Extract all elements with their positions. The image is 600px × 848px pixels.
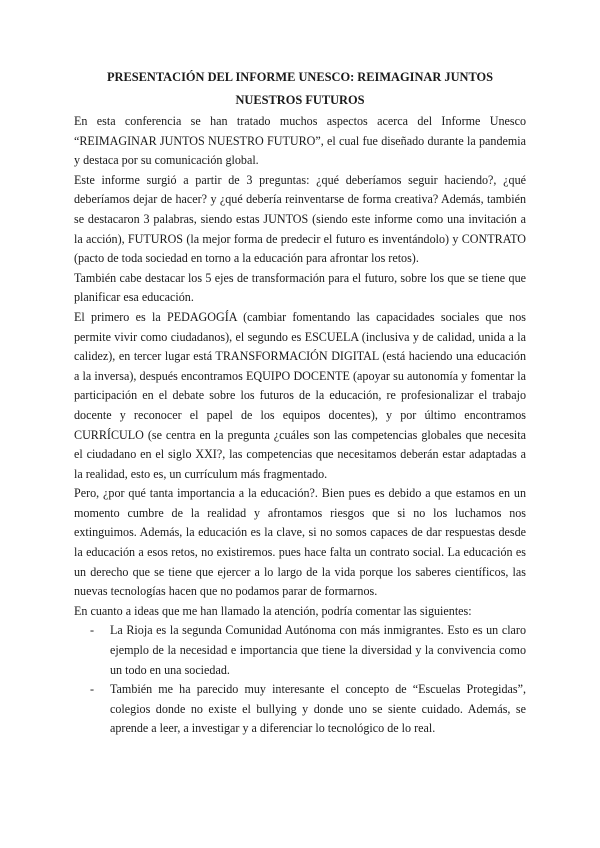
paragraph-ideas-intro: En cuanto a ideas que me han llamado la atención, podría comentar las siguientes: [74,603,472,618]
list-item-text: La Rioja es la segunda Comunidad Autónoma con más inmigrantes. Esto es un claro ejemplo de la necesidad e importancia que tiene la diversidad y la convivencia como un todo en una sociedad. [110,623,526,677]
list-item [74,621,526,680]
paragraph-questions: Este informe surgió a partir de 3 preguntas: ¿qué deberíamos seguir haciendo?, ¿qué deberíamos dejar de hacer? y ¿qué debería reinventarse de forma creativa? Además, también se destacaron 3 palabras, siendo estas JUNTOS (siendo este informe como una invitación a la acción), FUTUROS (la mejor forma de predecir el futuro es inventándolo) y CONTRATO (pacto de toda sociedad en torno a la educación para afrontar los retos). [74,172,526,266]
paragraph-axes: También cabe destacar los 5 ejes de transformación para el futuro, sobre los que se tiene que planificar esa educación. [74,270,526,305]
paragraph-axes-detail: El primero es la PEDAGOGÍA (cambiar fomentando las capacidades sociales que nos permite vivir como ciudadanos), el segundo es ESCUELA (inclusiva y de calidad, unida a la calidez), en tercer lugar está TRANSFORMACIÓN DIGITAL (está haciendo una educación a la inversa), después encontramos EQUIPO DOCENTE (apoyar su autonomía y fomentar la participación en el debate sobre los futuros de la educación, re profesionalizar el trabajo docente y reconocer el papel de los equipos docentes), y por último encontramos CURRÍCULO (se centra en la pregunta ¿cuáles son las competencias globales que necesita el ciudadano en el siglo XXI?, las competencias que necesitamos deberán estar adaptadas a la realidad, esto es, un currículum más fragmentado. [74,309,526,481]
paragraph-importance: Pero, ¿por qué tanta importancia a la educación?. Bien pues es debido a que estamos en un momento cumbre de la realidad y afrontamos riesgos que si no los luchamos nos extinguimos. Además, la educación es la clave, si no somos capaces de dar respuestas desde la educación a esos retos, no existiremos. pues hace falta un contrato social. La educación es un derecho que se tiene que ejercer a lo largo de la vida porque los saberes científicos, las nuevas tecnologías hacen que no podamos parar de formarnos. [74,486,526,599]
list-item-text: También me ha parecido muy interesante el concepto de “Escuelas Protegidas”, colegios donde no existe el bullying y donde uno se siente cuidado. Además, se aprende a leer, a investigar y a diferenciar lo tecnológico de lo real. [110,682,526,736]
bullet-marker: - [90,682,95,697]
paragraph-intro: En esta conferencia se han tratado muchos aspectos acerca del Informe Unesco “REIMAGINAR JUNTOS NUESTRO FUTURO”, el cual fue diseñado durante la pandemia y destaca por su comunicación global. [74,114,526,168]
document-title: PRESENTACIÓN DEL INFORME UNESCO: REIMAGINAR JUNTOS NUESTROS FUTUROS [106,70,494,107]
ideas-list [74,621,526,739]
bullet-marker: - [90,623,95,638]
list-item [74,680,526,739]
